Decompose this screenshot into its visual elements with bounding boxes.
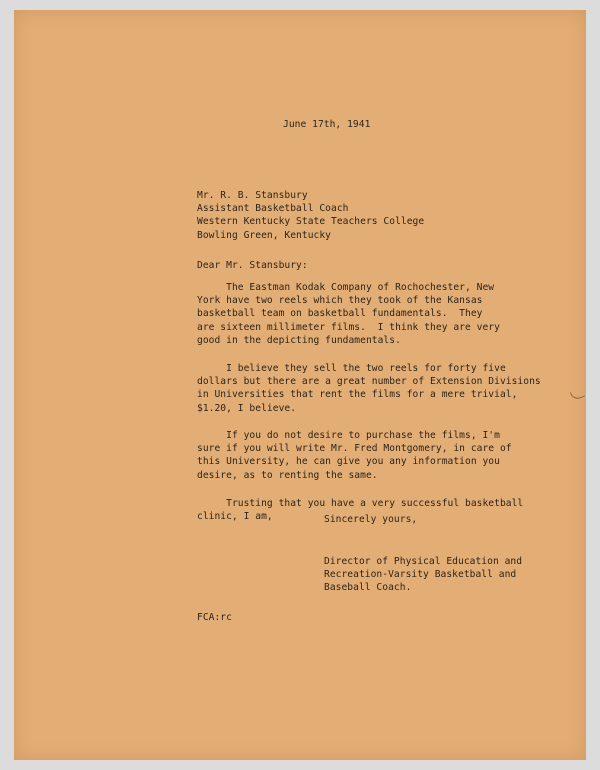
paragraph-line: $1.20, I believe. (197, 402, 297, 414)
paragraph-line: desire, as to renting the same. (197, 469, 378, 481)
salutation: Dear Mr. Stansbury: (197, 260, 308, 271)
paragraph-line: York have two reels which they took of the Kansas (197, 295, 483, 307)
address-line: Bowling Green, Kentucky (197, 229, 331, 241)
signature-line: Baseball Coach. (324, 582, 412, 594)
paragraph-line: The Eastman Kodak Company of Rochochester, New (197, 282, 495, 293)
paragraph-line: good in the depicting fundamentals. (197, 334, 401, 346)
paragraph-line: If you do not desire to purchase the films, I'm (197, 430, 500, 441)
paragraph-line: I believe they sell the two reels for forty five (197, 363, 506, 374)
address-line: Assistant Basketball Coach (197, 203, 349, 215)
signature-line: Director of Physical Education and (324, 556, 523, 567)
signature-block (324, 555, 522, 595)
body-paragraph (197, 362, 541, 415)
paragraph-line: basketball team on basketball fundamentals. They (197, 308, 483, 320)
letter-page (14, 10, 586, 760)
pencil-mark (570, 388, 585, 401)
reference-initials: FCA:rc (197, 612, 232, 623)
paragraph-line: are sixteen millimeter films. I think they are very (197, 321, 500, 333)
paragraph-line: Trusting that you have a very successful basketball (197, 498, 524, 509)
body-paragraph (197, 429, 512, 482)
address-line: Mr. R. B. Stansbury (197, 190, 308, 201)
complimentary-closing: Sincerely yours, (324, 514, 418, 525)
address-line: Western Kentucky State Teachers College (197, 216, 425, 228)
recipient-address (197, 189, 424, 242)
paragraph-line: sure if you will write Mr. Fred Montgomery, in care of (197, 443, 512, 455)
signature-line: Recreation-Varsity Basketball and (324, 569, 517, 581)
letter-date: June 17th, 1941 (283, 119, 371, 130)
paragraph-line: this University, he can give you any information you (197, 456, 500, 468)
paragraph-line: in Universities that rent the films for a mere trivial, (197, 389, 518, 401)
body-paragraph (197, 281, 500, 347)
paragraph-line: dollars but there are a great number of Extension Divisions (197, 376, 541, 388)
paragraph-line: clinic, I am, (197, 511, 273, 523)
